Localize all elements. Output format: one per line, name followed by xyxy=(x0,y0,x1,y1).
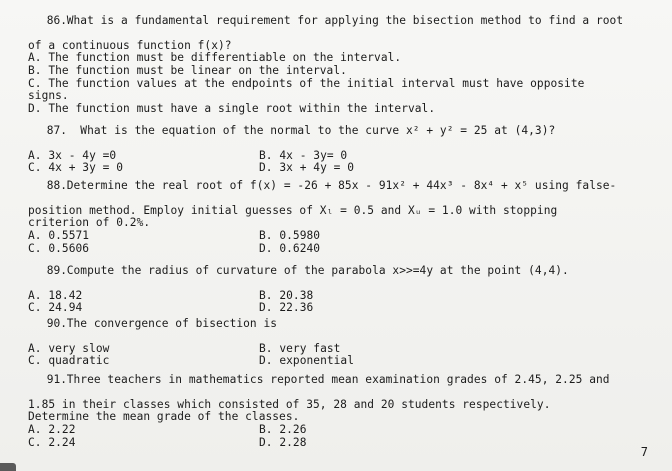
question-88 xyxy=(6,167,656,255)
option-b: B. 20.38 xyxy=(259,288,314,302)
option-c: C. quadratic xyxy=(28,354,110,368)
question-number: 89. xyxy=(46,263,68,277)
option-a: A. 3x - 4y =0 xyxy=(28,148,117,162)
option-c: C. 0.5606 xyxy=(28,241,90,255)
option-c: C. The function values at the endpoints of the initial interval must have opposite xyxy=(28,76,585,90)
question-text-line-2: 1.85 in their classes which consisted of 35, 28 and 20 students respectively. xyxy=(28,397,551,411)
option-d: D. 22.36 xyxy=(259,301,314,315)
question-text-line-2: position method. Employ initial guesses of Xₗ = 0.5 and Xᵤ = 1.0 with stopping xyxy=(28,203,558,217)
option-d: D. 3x + 4y = 0 xyxy=(259,161,354,175)
question-text-line-3: criterion of 0.2%. xyxy=(28,216,151,230)
question-text-line-2: of a continuous function f(x)? xyxy=(28,38,232,52)
option-b: B. 2.26 xyxy=(259,422,307,436)
option-c: C. 4x + 3y = 0 xyxy=(28,161,123,175)
question-text: The convergence of bisection is xyxy=(66,316,278,330)
scan-corner-shadow xyxy=(0,463,16,471)
question-number: 86. xyxy=(46,13,68,27)
option-b: B. very fast xyxy=(259,341,341,355)
option-d: D. The function must have a single root within the interval. xyxy=(28,101,436,115)
option-d: D. 0.6240 xyxy=(259,241,321,255)
question-text: Compute the radius of curvature of the parabola x>>=4y at the point (4,4). xyxy=(66,263,569,277)
option-b: B. The function must be linear on the interval. xyxy=(28,63,347,77)
option-b: B. 4x - 3y= 0 xyxy=(259,148,348,162)
question-text: What is the equation of the normal to the curve x² + y² = 25 at (4,3)? xyxy=(80,123,556,137)
option-c: C. 24.94 xyxy=(28,301,83,315)
option-c: C. 2.24 xyxy=(28,435,76,449)
page-number: 7 xyxy=(640,445,648,459)
question-90 xyxy=(6,305,656,368)
option-a: A. 2.22 xyxy=(28,422,76,436)
option-a: A. very slow xyxy=(28,341,110,355)
question-91 xyxy=(6,361,656,449)
question-text-line-1: Three teachers in mathematics reported mean examination grades of 2.45, 2.25 and xyxy=(66,372,610,386)
option-a: A. 18.42 xyxy=(28,288,83,302)
question-number: 88. xyxy=(46,178,68,192)
option-d: D. exponential xyxy=(259,354,354,368)
question-number: 87. xyxy=(46,123,68,137)
question-86 xyxy=(6,2,656,115)
question-number: 90. xyxy=(46,316,68,330)
option-b: B. 0.5980 xyxy=(259,228,321,242)
question-text-line-1: What is a fundamental requirement for applying the bisection method to find a root xyxy=(66,13,624,27)
option-d: D. 2.28 xyxy=(259,435,307,449)
option-a: A. 0.5571 xyxy=(28,228,90,242)
question-text-line-3: Determine the mean grade of the classes. xyxy=(28,410,300,424)
question-text-line-1: Determine the real root of f(x) = -26 + 85x - 91x² + 44x³ - 8x⁴ + x⁵ using false- xyxy=(66,178,617,192)
option-c-continued: signs. xyxy=(28,89,69,103)
question-number: 91. xyxy=(46,372,68,386)
question-87 xyxy=(6,112,656,175)
option-a: A. The function must be differentiable on the interval. xyxy=(28,51,402,65)
